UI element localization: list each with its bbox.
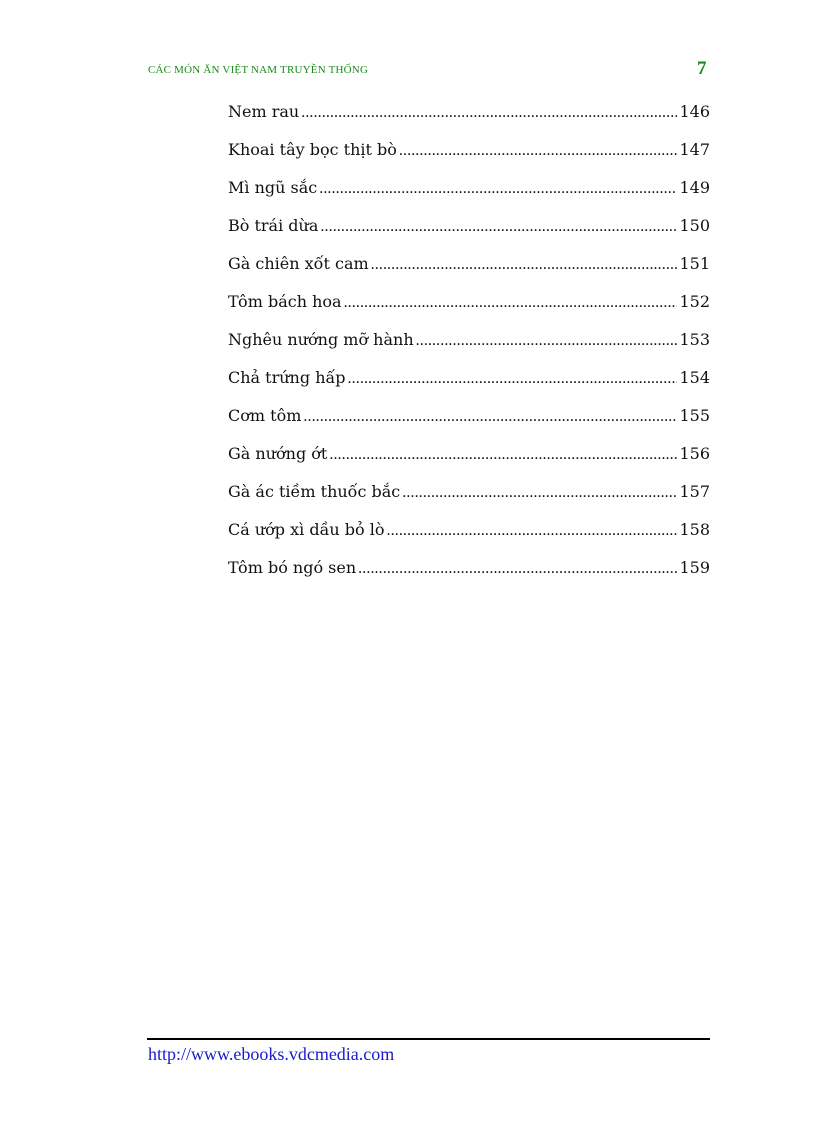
dot-leader [329,443,677,467]
toc-entry-page: 154 [679,368,710,387]
toc-entry-page: 155 [679,406,710,425]
page-number: 7 [697,58,707,79]
dot-leader [387,519,678,543]
toc-entry-page: 146 [679,102,710,121]
toc-entry [228,176,710,214]
toc-entry [228,290,710,328]
toc-entry-page: 158 [679,520,710,539]
toc-entry-page: 147 [679,140,710,159]
dot-leader [399,139,678,163]
toc-entry-title: Nem rau [228,102,300,121]
toc-entry-title: Khoai tây bọc thịt bò [228,140,397,159]
toc-entry-title: Cơm tôm [228,406,302,425]
toc-entry [228,442,710,480]
toc-entry-page: 152 [679,292,710,311]
toc-entry [228,404,710,442]
toc-entry-title: Gà nướng ớt [228,444,328,463]
table-of-contents [228,100,710,594]
toc-entry-title: Nghêu nướng mỡ hành [228,330,414,349]
dot-leader [320,215,677,239]
toc-entry-page: 149 [679,178,710,197]
toc-entry-title: Bò trái dừa [228,216,319,235]
toc-entry-title: Chả trứng hấp [228,368,346,387]
toc-entry-title: Tôm bó ngó sen [228,558,357,577]
toc-entry [228,252,710,290]
toc-entry-page: 150 [679,216,710,235]
dot-leader [344,291,678,315]
toc-entry-page: 157 [679,482,710,501]
toc-entry-page: 159 [679,558,710,577]
toc-entry-page: 151 [679,254,710,273]
toc-entry [228,138,710,176]
toc-entry-page: 156 [679,444,710,463]
footer-url-link[interactable]: http://www.ebooks.vdcmedia.com [148,1044,395,1064]
toc-entry-title: Mì ngũ sắc [228,178,318,197]
footer-divider [147,1038,710,1040]
toc-entry [228,328,710,366]
dot-leader [416,329,678,353]
dot-leader [301,101,677,125]
dot-leader [348,367,678,391]
dot-leader [303,405,677,429]
toc-entry-title: Cá ướp xì dầu bỏ lò [228,520,385,539]
toc-entry [228,214,710,252]
toc-entry [228,366,710,404]
toc-entry [228,100,710,138]
toc-entry [228,518,710,556]
dot-leader [402,481,677,505]
dot-leader [319,177,677,201]
dot-leader [371,253,678,277]
toc-entry-page: 153 [679,330,710,349]
toc-entry-title: Tôm bách hoa [228,292,342,311]
running-header-title: CÁC MÓN ĂN VIỆT NAM TRUYỀN THỐNG [148,64,369,76]
dot-leader [358,557,677,581]
toc-entry [228,556,710,594]
toc-entry [228,480,710,518]
toc-entry-title: Gà ác tiềm thuốc bắc [228,482,401,501]
toc-entry-title: Gà chiên xốt cam [228,254,369,273]
